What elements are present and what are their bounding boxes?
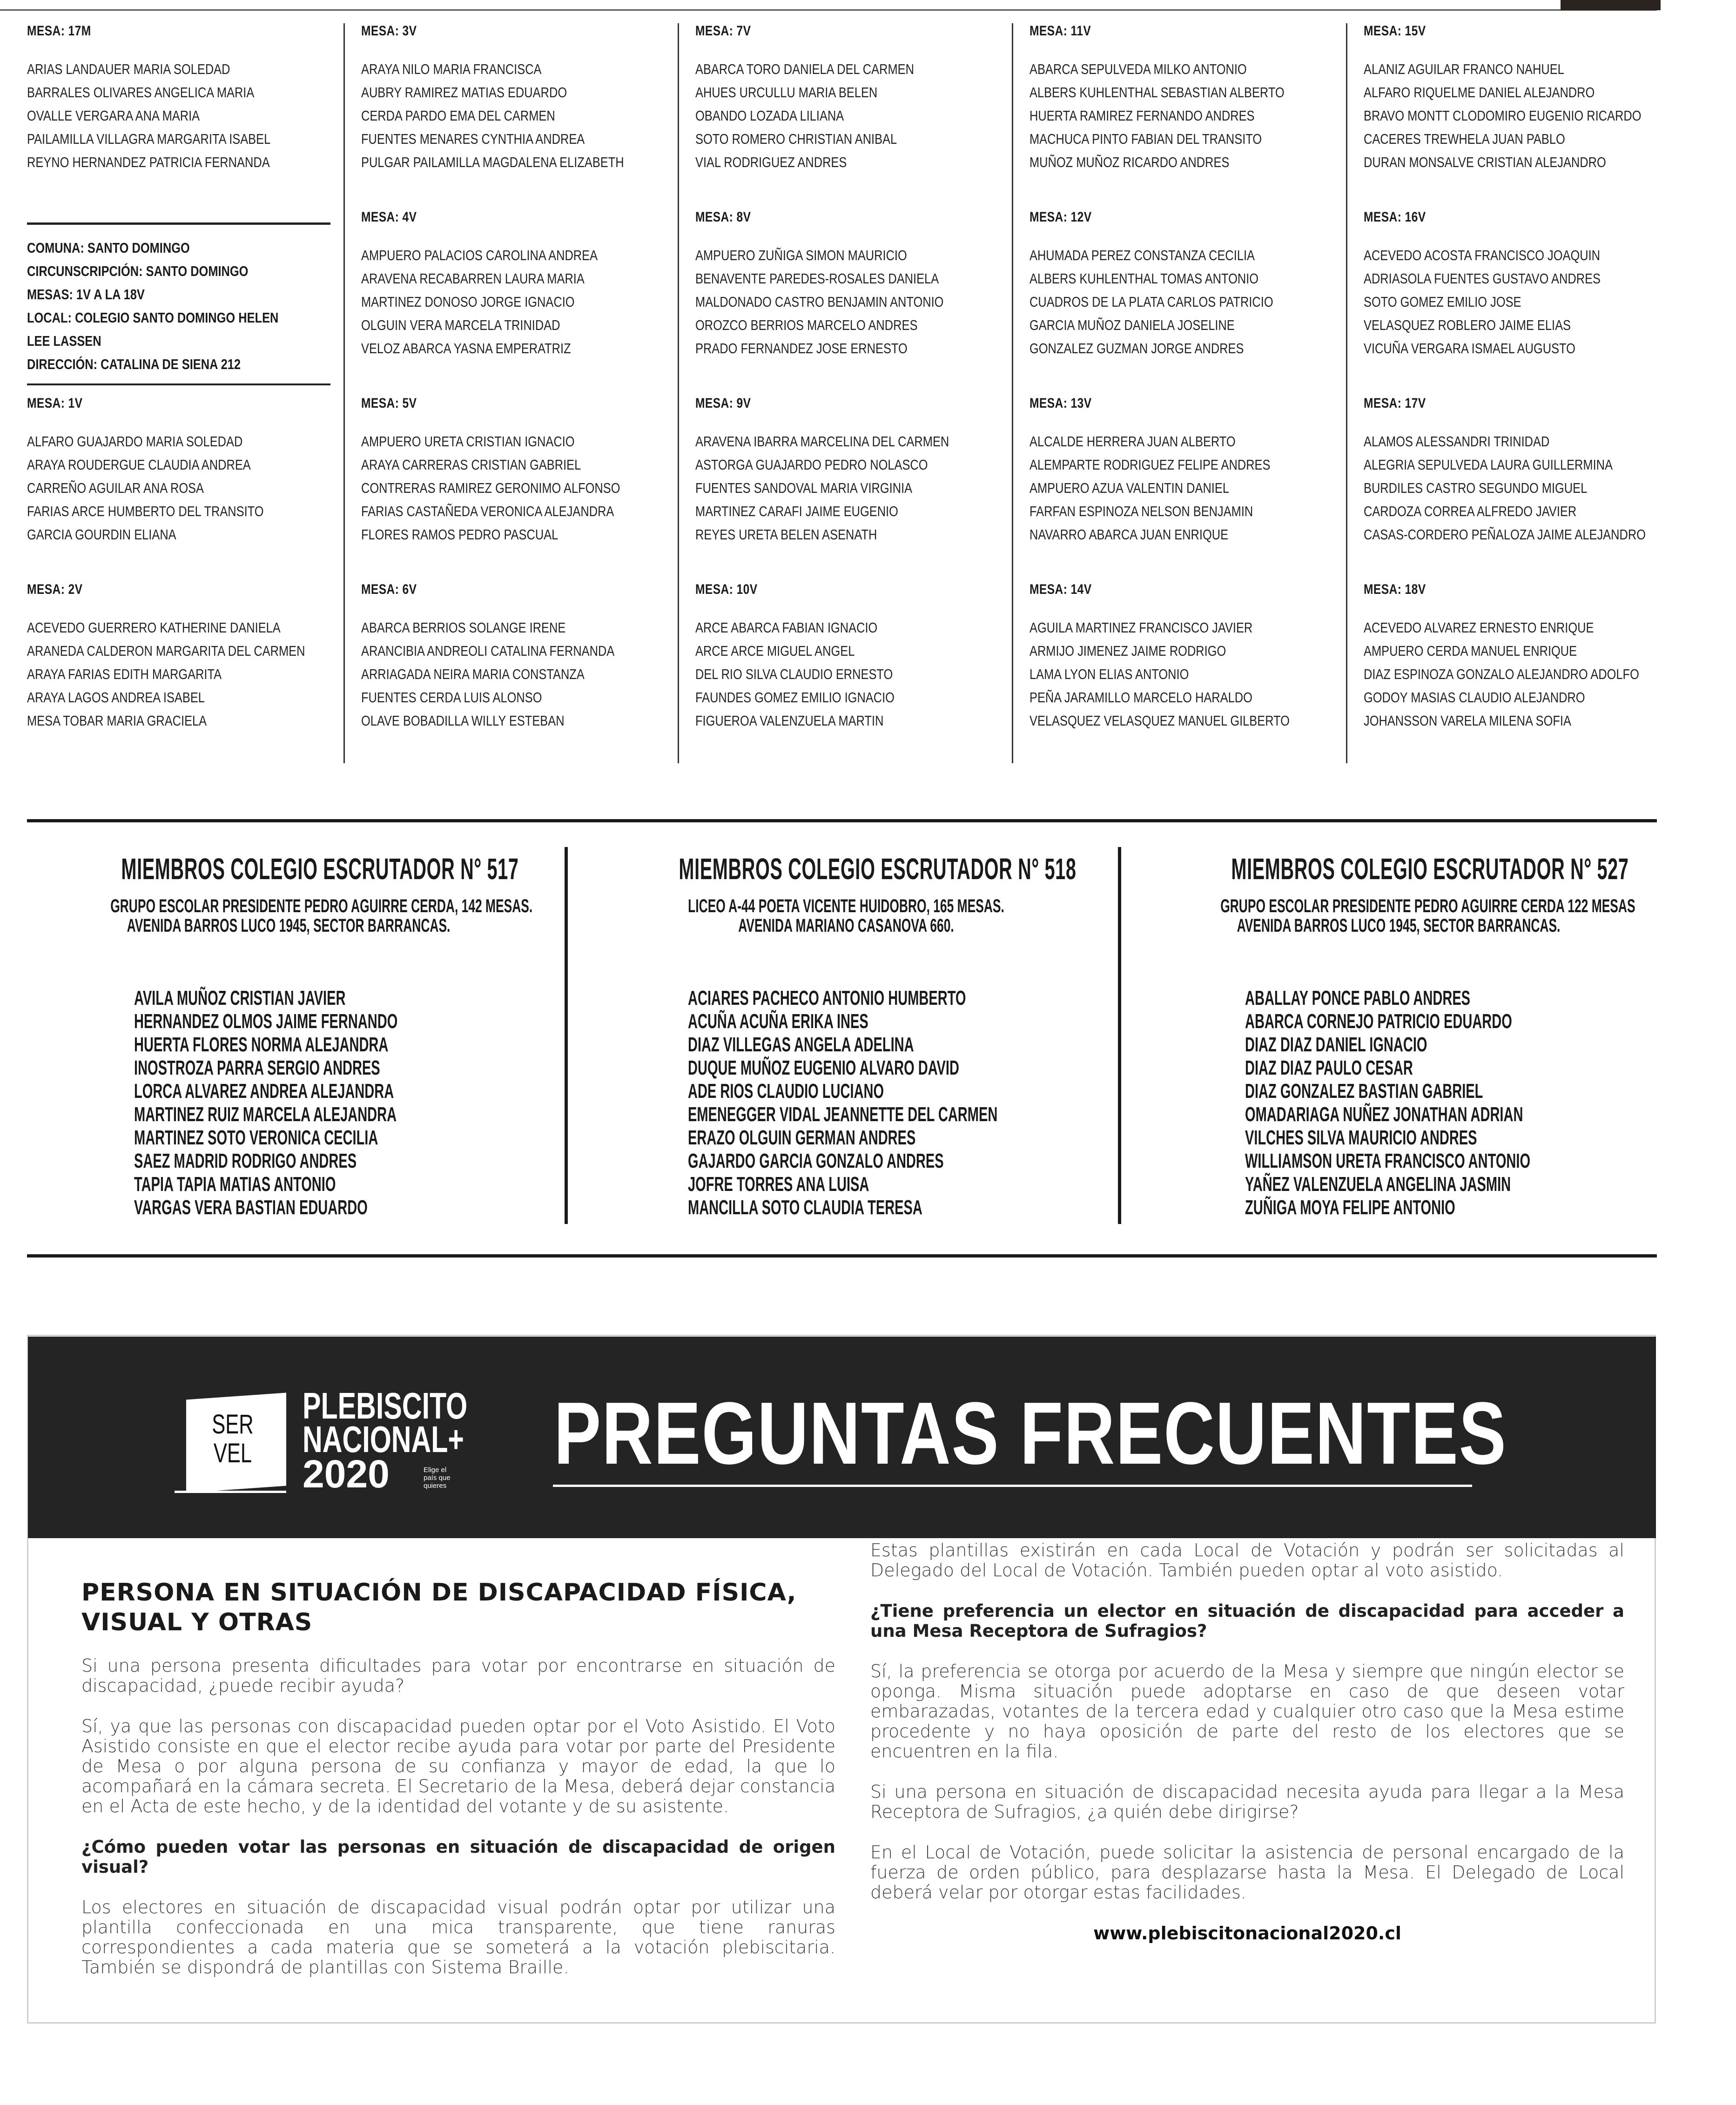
member-name: VILCHES SILVA MAURICIO ANDRES bbox=[1245, 1126, 1477, 1149]
vocal-name: VELOZ ABARCA YASNA EMPERATRIZ bbox=[361, 340, 571, 356]
mesa-names bbox=[27, 616, 343, 733]
colegio-location bbox=[110, 896, 533, 936]
member-name: SAEZ MADRID RODRIGO ANDRES bbox=[134, 1150, 357, 1172]
mesa-title: MESA: 3V bbox=[361, 23, 417, 39]
vocal-name: FAUNDES GOMEZ EMILIO IGNACIO bbox=[695, 689, 895, 706]
vocal-name: DIAZ ESPINOZA GONZALO ALEJANDRO ADOLFO bbox=[1364, 666, 1639, 682]
mesa-block bbox=[1029, 396, 1346, 546]
member-name: ZUÑIGA MOYA FELIPE ANTONIO bbox=[1245, 1196, 1455, 1219]
mesa-block bbox=[695, 396, 1012, 546]
vocal-name: AMPUERO CERDA MANUEL ENRIQUE bbox=[1364, 643, 1577, 659]
mesa-block bbox=[361, 23, 678, 174]
mesa-names bbox=[1029, 58, 1346, 174]
mesa-block bbox=[361, 582, 678, 733]
vocal-name: FARIAS ARCE HUMBERTO DEL TRANSITO bbox=[27, 503, 264, 519]
vocal-name: ALEMPARTE RODRIGUEZ FELIPE ANDRES bbox=[1029, 457, 1271, 473]
column-divider bbox=[343, 23, 345, 763]
mesa-column-2 bbox=[361, 23, 673, 763]
mesa-block bbox=[27, 396, 343, 546]
mesa-names bbox=[695, 244, 1012, 360]
vocal-name: ALBERS KUHLENTHAL SEBASTIAN ALBERTO bbox=[1029, 84, 1285, 101]
vocal-name: CARREÑO AGUILAR ANA ROSA bbox=[27, 480, 204, 496]
colegio-title: MIEMBROS COLEGIO ESCRUTADOR N° 517 bbox=[121, 852, 519, 886]
mesa-title: MESA: 2V bbox=[27, 582, 83, 597]
faq-left-column bbox=[81, 1578, 835, 1998]
member-name: MANCILLA SOTO CLAUDIA TERESA bbox=[688, 1196, 922, 1219]
member-name: ABALLAY PONCE PABLO ANDRES bbox=[1245, 987, 1471, 1009]
mesa-title: MESA: 13V bbox=[1029, 396, 1092, 411]
mesa-names bbox=[1029, 244, 1346, 360]
member-name: EMENEGGER VIDAL JEANNETTE DEL CARMEN bbox=[688, 1103, 998, 1126]
colegio-members bbox=[688, 987, 1157, 1219]
logo-tagline: Elige el país que quieres bbox=[424, 1466, 451, 1490]
mesa-names bbox=[27, 58, 343, 174]
vocal-name: AUBRY RAMIREZ MATIAS EDUARDO bbox=[361, 84, 567, 101]
member-name: INOSTROZA PARRA SERGIO ANDRES bbox=[134, 1056, 380, 1079]
mesa-block bbox=[27, 582, 343, 733]
mesa-block bbox=[1364, 23, 1680, 174]
vocal-name: GONZALEZ GUZMAN JORGE ANDRES bbox=[1029, 340, 1244, 356]
vocal-name: FIGUEROA VALENZUELA MARTIN bbox=[695, 713, 884, 729]
mesa-title: MESA: 6V bbox=[361, 582, 417, 597]
member-name: ERAZO OLGUIN GERMAN ANDRES bbox=[688, 1126, 916, 1149]
faq-question-text: Si una persona en situación de discapacidad necesita ayuda para llegar a la Mesa Receptora de Sufragios, ¿a quién debe dirigirse? bbox=[870, 1782, 1624, 1822]
member-name: DIAZ VILLEGAS ANGELA ADELINA bbox=[688, 1033, 914, 1056]
mesa-names bbox=[1029, 430, 1346, 546]
vocal-name: ARAYA NILO MARIA FRANCISCA bbox=[361, 61, 542, 77]
vocal-name: BRAVO MONTT CLODOMIRO EUGENIO RICARDO bbox=[1364, 108, 1642, 124]
logo-underline bbox=[175, 1491, 286, 1493]
member-name: OMADARIAGA NUÑEZ JONATHAN ADRIAN bbox=[1245, 1103, 1523, 1126]
vocal-name: ARAYA LAGOS ANDREA ISABEL bbox=[27, 689, 205, 706]
faq-answer-text: Estas plantillas existirán en cada Local de Votación y podrán ser solicitadas al Delegado del Local de Votación. También pueden optar al voto asistido. bbox=[870, 1540, 1624, 1580]
mesa-names bbox=[695, 430, 1012, 546]
mesa-names bbox=[695, 616, 1012, 733]
vocal-name: DEL RIO SILVA CLAUDIO ERNESTO bbox=[695, 666, 893, 682]
colegio-location-line: GRUPO ESCOLAR PRESIDENTE PEDRO AGUIRRE CERDA, 142 MESAS. bbox=[110, 896, 533, 916]
heading-underline bbox=[553, 1485, 1472, 1487]
vocal-name: ARCE ARCE MIGUEL ANGEL bbox=[695, 643, 855, 659]
colegio-location-line: GRUPO ESCOLAR PRESIDENTE PEDRO AGUIRRE CERDA 122 MESAS bbox=[1220, 896, 1635, 916]
vocal-name: AMPUERO ZUÑIGA SIMON MAURICIO bbox=[695, 247, 907, 263]
vocal-name: PULGAR PAILAMILLA MAGDALENA ELIZABETH bbox=[361, 154, 624, 170]
mesa-block bbox=[1029, 23, 1346, 174]
colegio-escrutador-527 bbox=[1129, 852, 1669, 1219]
vocal-name: MALDONADO CASTRO BENJAMIN ANTONIO bbox=[695, 294, 944, 310]
vocal-name: SOTO ROMERO CHRISTIAN ANIBAL bbox=[695, 131, 897, 147]
mesa-block bbox=[695, 209, 1012, 360]
servel-logo-top: SER bbox=[212, 1409, 254, 1439]
member-name: HUERTA FLORES NORMA ALEJANDRA bbox=[134, 1033, 389, 1056]
servel-logo-bottom: VEL bbox=[213, 1438, 252, 1468]
member-name: ACUÑA ACUÑA ERIKA INES bbox=[688, 1010, 868, 1033]
vocal-name: ALBERS KUHLENTHAL TOMAS ANTONIO bbox=[1029, 270, 1259, 287]
faq-right-column bbox=[870, 1540, 1624, 1944]
comuna-line: DIRECCIÓN: CATALINA DE SIENA 212 bbox=[27, 356, 241, 372]
mesa-block bbox=[1364, 209, 1680, 360]
mesa-block bbox=[1029, 209, 1346, 360]
vocal-name: ARANCIBIA ANDREOLI CATALINA FERNANDA bbox=[361, 643, 615, 659]
vocal-name: AMPUERO AZUA VALENTIN DANIEL bbox=[1029, 480, 1229, 496]
mesa-block bbox=[1364, 396, 1680, 546]
vocal-name: ARAYA CARRERAS CRISTIAN GABRIEL bbox=[361, 457, 581, 473]
vocal-name: ABARCA BERRIOS SOLANGE IRENE bbox=[361, 619, 566, 636]
member-name: WILLIAMSON URETA FRANCISCO ANTONIO bbox=[1245, 1150, 1531, 1172]
vocal-name: CERDA PARDO EMA DEL CARMEN bbox=[361, 108, 555, 124]
column-divider bbox=[678, 23, 679, 763]
vocal-name: ADRIASOLA FUENTES GUSTAVO ANDRES bbox=[1364, 270, 1601, 287]
logo-year: 2020 bbox=[303, 1452, 390, 1496]
member-name: YAÑEZ VALENZUELA ANGELINA JASMIN bbox=[1245, 1173, 1511, 1196]
vocal-name: OLAVE BOBADILLA WILLY ESTEBAN bbox=[361, 713, 565, 729]
mesa-names bbox=[1364, 616, 1680, 733]
vocal-name: BENAVENTE PAREDES-ROSALES DANIELA bbox=[695, 270, 939, 287]
member-name: HERNANDEZ OLMOS JAIME FERNANDO bbox=[134, 1010, 398, 1033]
vocal-name: ABARCA TORO DANIELA DEL CARMEN bbox=[695, 61, 914, 77]
mesa-title: MESA: 12V bbox=[1029, 209, 1092, 225]
vocal-name: PEÑA JARAMILLO MARCELO HARALDO bbox=[1029, 689, 1252, 706]
vocal-name: GARCIA GOURDIN ELIANA bbox=[27, 526, 176, 543]
vocal-name: PAILAMILLA VILLAGRA MARGARITA ISABEL bbox=[27, 131, 271, 147]
member-name: VARGAS VERA BASTIAN EDUARDO bbox=[134, 1196, 368, 1219]
servel-logo-text bbox=[209, 1410, 257, 1468]
vocal-name: FUENTES CERDA LUIS ALONSO bbox=[361, 689, 542, 706]
colegio-title: MIEMBROS COLEGIO ESCRUTADOR N° 527 bbox=[1231, 852, 1629, 886]
vocal-name: ARCE ABARCA FABIAN IGNACIO bbox=[695, 619, 878, 636]
mesa-names bbox=[1364, 58, 1680, 174]
mesa-column-1 bbox=[27, 23, 339, 763]
mesa-names bbox=[361, 58, 678, 174]
mesa-title: MESA: 16V bbox=[1364, 209, 1426, 225]
vocal-name: CARDOZA CORREA ALFREDO JAVIER bbox=[1364, 503, 1577, 519]
vocal-name: DURAN MONSALVE CRISTIAN ALEJANDRO bbox=[1364, 154, 1606, 170]
vocal-name: FLORES RAMOS PEDRO PASCUAL bbox=[361, 526, 558, 543]
column-divider bbox=[565, 847, 568, 1224]
mesa-title: MESA: 5V bbox=[361, 396, 417, 411]
vocal-name: AMPUERO PALACIOS CAROLINA ANDREA bbox=[361, 247, 598, 263]
mesa-title: MESA: 1V bbox=[27, 396, 83, 411]
vocal-name: ACEVEDO ALVAREZ ERNESTO ENRIQUE bbox=[1364, 619, 1594, 636]
mesa-title: MESA: 11V bbox=[1029, 23, 1091, 39]
comuna-line: COMUNA: SANTO DOMINGO bbox=[27, 240, 190, 256]
mesa-title: MESA: 14V bbox=[1029, 582, 1092, 597]
vocal-name: ARANEDA CALDERON MARGARITA DEL CARMEN bbox=[27, 643, 305, 659]
mesa-names bbox=[361, 430, 678, 546]
vocal-name: OVALLE VERGARA ANA MARIA bbox=[27, 108, 200, 124]
column-divider bbox=[1012, 23, 1013, 763]
mesa-title: MESA: 10V bbox=[695, 582, 758, 597]
member-name: AVILA MUÑOZ CRISTIAN JAVIER bbox=[134, 987, 346, 1009]
vocal-name: ALAMOS ALESSANDRI TRINIDAD bbox=[1364, 433, 1550, 450]
member-name: GAJARDO GARCIA GONZALO ANDRES bbox=[688, 1150, 944, 1172]
mesa-block bbox=[695, 23, 1012, 174]
vocal-name: BARRALES OLIVARES ANGELICA MARIA bbox=[27, 84, 255, 101]
section-divider bbox=[27, 819, 1657, 822]
mesa-names bbox=[361, 244, 678, 360]
mesa-block bbox=[27, 23, 343, 174]
vocal-name: ACEVEDO GUERRERO KATHERINE DANIELA bbox=[27, 619, 281, 636]
mesa-title: MESA: 4V bbox=[361, 209, 417, 225]
mesa-names bbox=[1364, 244, 1680, 360]
colegio-location-line: AVENIDA BARROS LUCO 1945, SECTOR BARRANCAS. bbox=[127, 915, 451, 936]
divider bbox=[27, 222, 330, 225]
corner-tab bbox=[1561, 0, 1661, 10]
colegio-title: MIEMBROS COLEGIO ESCRUTADOR N° 518 bbox=[679, 852, 1077, 886]
vocal-name: SOTO GOMEZ EMILIO JOSE bbox=[1364, 294, 1521, 310]
mesa-names bbox=[1029, 616, 1346, 733]
mesa-column-5 bbox=[1364, 23, 1675, 763]
faq-heading: PREGUNTAS FRECUENTES bbox=[554, 1384, 1507, 1483]
comuna-info-box bbox=[27, 222, 330, 390]
vocal-name: FUENTES MENARES CYNTHIA ANDREA bbox=[361, 131, 585, 147]
member-name: MARTINEZ SOTO VERONICA CECILIA bbox=[134, 1126, 378, 1149]
member-name: DUQUE MUÑOZ EUGENIO ALVARO DAVID bbox=[688, 1056, 959, 1079]
vocal-name: GARCIA MUÑOZ DANIELA JOSELINE bbox=[1029, 317, 1235, 333]
vocal-name: ARAVENA RECABARREN LAURA MARIA bbox=[361, 270, 585, 287]
vocal-name: MUÑOZ MUÑOZ RICARDO ANDRES bbox=[1029, 154, 1230, 170]
column-divider bbox=[1346, 23, 1347, 763]
colegio-escrutador-517 bbox=[19, 852, 558, 1219]
comuna-line: LOCAL: COLEGIO SANTO DOMINGO HELEN bbox=[27, 309, 279, 326]
vocal-name: GODOY MASIAS CLAUDIO ALEJANDRO bbox=[1364, 689, 1585, 706]
member-name: TAPIA TAPIA MATIAS ANTONIO bbox=[134, 1173, 336, 1196]
vocal-name: BURDILES CASTRO SEGUNDO MIGUEL bbox=[1364, 480, 1588, 496]
vocal-name: ARMIJO JIMENEZ JAIME RODRIGO bbox=[1029, 643, 1226, 659]
faq-question: ¿Cómo pueden votar las personas en situación de discapacidad de origen visual? bbox=[81, 1837, 835, 1877]
member-name: DIAZ DIAZ DANIEL IGNACIO bbox=[1245, 1033, 1427, 1056]
vocal-name: FARIAS CASTAÑEDA VERONICA ALEJANDRA bbox=[361, 503, 614, 519]
comuna-line: MESAS: 1V A LA 18V bbox=[27, 286, 145, 303]
vocal-name: MACHUCA PINTO FABIAN DEL TRANSITO bbox=[1029, 131, 1262, 147]
mesa-block bbox=[695, 582, 1012, 733]
comuna-line: CIRCUNSCRIPCIÓN: SANTO DOMINGO bbox=[27, 263, 249, 279]
vocal-name: JOHANSSON VARELA MILENA SOFIA bbox=[1364, 713, 1571, 729]
colegio-location-line: AVENIDA BARROS LUCO 1945, SECTOR BARRANCAS. bbox=[1237, 915, 1561, 936]
faq-question: ¿Tiene preferencia un elector en situación de discapacidad para acceder a una Mesa Receptora de Sufragios? bbox=[870, 1601, 1624, 1641]
section-divider bbox=[27, 1254, 1657, 1258]
vocal-name: ARIAS LANDAUER MARIA SOLEDAD bbox=[27, 61, 230, 77]
vocal-name: LAMA LYON ELIAS ANTONIO bbox=[1029, 666, 1189, 682]
vocal-name: FUENTES SANDOVAL MARIA VIRGINIA bbox=[695, 480, 913, 496]
plebiscito-word: PLEBISCITO bbox=[303, 1385, 468, 1426]
vocal-name: ALCALDE HERRERA JUAN ALBERTO bbox=[1029, 433, 1236, 450]
mesa-names bbox=[361, 616, 678, 733]
colegio-escrutador-518 bbox=[576, 852, 1116, 1219]
vocal-name: ACEVEDO ACOSTA FRANCISCO JOAQUIN bbox=[1364, 247, 1601, 263]
colegio-location-line: LICEO A-44 POETA VICENTE HUIDOBRO, 165 MESAS. bbox=[688, 896, 1004, 916]
vocal-name: CUADROS DE LA PLATA CARLOS PATRICIO bbox=[1029, 294, 1273, 310]
mesa-block bbox=[1364, 582, 1680, 733]
comuna-lines bbox=[27, 236, 334, 376]
vocal-name: MARTINEZ DONOSO JORGE IGNACIO bbox=[361, 294, 575, 310]
vocal-name: VELASQUEZ VELASQUEZ MANUEL GILBERTO bbox=[1029, 713, 1290, 729]
mesa-grid bbox=[27, 23, 1656, 763]
vocal-name: NAVARRO ABARCA JUAN ENRIQUE bbox=[1029, 526, 1229, 543]
member-name: ABARCA CORNEJO PATRICIO EDUARDO bbox=[1245, 1010, 1512, 1033]
vocal-name: ALANIZ AGUILAR FRANCO NAHUEL bbox=[1364, 61, 1564, 77]
mesa-title: MESA: 15V bbox=[1364, 23, 1426, 39]
vocal-name: AHUMADA PEREZ CONSTANZA CECILIA bbox=[1029, 247, 1255, 263]
member-name: JOFRE TORRES ANA LUISA bbox=[688, 1173, 869, 1196]
vocal-name: ALEGRIA SEPULVEDA LAURA GUILLERMINA bbox=[1364, 457, 1613, 473]
faq-answer-text: Los electores en situación de discapacidad visual podrán optar por utilizar una plantilla confeccionada en una mica transparente, que tiene ranuras correspondientes a cada materia que se someterá a la votación plebiscitaria. También se dispondrá de plantillas con Sistema Braille. bbox=[81, 1897, 835, 1977]
colegio-location bbox=[668, 896, 1024, 935]
website-link[interactable]: www.plebiscitonacional2020.cl bbox=[1093, 1923, 1401, 1944]
vocal-name: FARFAN ESPINOZA NELSON BENJAMIN bbox=[1029, 503, 1253, 519]
mesa-block bbox=[361, 209, 678, 360]
comuna-line: LEE LASSEN bbox=[27, 333, 101, 349]
plebiscito-logo-text bbox=[303, 1385, 468, 1460]
member-name: DIAZ DIAZ PAULO CESAR bbox=[1245, 1056, 1413, 1079]
colegio-members bbox=[1245, 987, 1677, 1219]
mesa-title: MESA: 7V bbox=[695, 23, 751, 39]
faq-answer-text: En el Local de Votación, puede solicitar la asistencia de personal encargado de la fuerza de orden público, para desplazarse hasta la Mesa. El Delegado de Local deberá velar por otorgar estas facilidades. bbox=[870, 1842, 1624, 1903]
vocal-name: CONTRERAS RAMIREZ GERONIMO ALFONSO bbox=[361, 480, 620, 496]
mesa-block bbox=[1029, 582, 1346, 733]
vocal-name: CACERES TREWHELA JUAN PABLO bbox=[1364, 131, 1565, 147]
member-name: ACIARES PACHECO ANTONIO HUMBERTO bbox=[688, 987, 966, 1009]
mesa-title: MESA: 17V bbox=[1364, 396, 1426, 411]
vocal-name: ALFARO RIQUELME DANIEL ALEJANDRO bbox=[1364, 84, 1595, 101]
vocal-name: ARRIAGADA NEIRA MARIA CONSTANZA bbox=[361, 666, 585, 682]
top-rule bbox=[0, 9, 1657, 11]
member-name: DIAZ GONZALEZ BASTIAN GABRIEL bbox=[1245, 1080, 1483, 1103]
vocal-name: CASAS-CORDERO PEÑALOZA JAIME ALEJANDRO bbox=[1364, 526, 1646, 543]
mesa-names bbox=[27, 430, 343, 546]
vocal-name: AGUILA MARTINEZ FRANCISCO JAVIER bbox=[1029, 619, 1253, 636]
faq-answer-text: Sí, la preferencia se otorga por acuerdo de la Mesa y siempre que ningún elector se oponga. Misma situación puede adoptarse en caso de que deseen votar embarazadas, votantes de la tercera edad y cualquier otro caso que la Mesa estime procedente y no haya oposición de parte del resto de los electores que se encuentren en la fila. bbox=[870, 1661, 1624, 1762]
colegio-location-line: AVENIDA MARIANO CASANOVA 660. bbox=[738, 915, 954, 936]
vocal-name: VIAL RODRIGUEZ ANDRES bbox=[695, 154, 847, 170]
vocal-name: ABARCA SEPULVEDA MILKO ANTONIO bbox=[1029, 61, 1247, 77]
mesa-column-3 bbox=[695, 23, 1007, 763]
mesa-title: MESA: 9V bbox=[695, 396, 751, 411]
faq-section-title: PERSONA EN SITUACIÓN DE DISCAPACIDAD FÍSICA, VISUAL Y OTRAS bbox=[81, 1579, 797, 1636]
mesa-column-4 bbox=[1029, 23, 1341, 763]
vocal-name: REYES URETA BELEN ASENATH bbox=[695, 526, 877, 543]
vocal-name: VICUÑA VERGARA ISMAEL AUGUSTO bbox=[1364, 340, 1575, 356]
vocal-name: OROZCO BERRIOS MARCELO ANDRES bbox=[695, 317, 918, 333]
colegio-members bbox=[134, 987, 533, 1219]
vocal-name: ARAVENA IBARRA MARCELINA DEL CARMEN bbox=[695, 433, 949, 450]
mesa-block bbox=[361, 396, 678, 546]
vocal-name: OLGUIN VERA MARCELA TRINIDAD bbox=[361, 317, 560, 333]
member-name: ADE RIOS CLAUDIO LUCIANO bbox=[688, 1080, 884, 1103]
member-name: MARTINEZ RUIZ MARCELA ALEJANDRA bbox=[134, 1103, 397, 1126]
vocal-name: ARAYA ROUDERGUE CLAUDIA ANDREA bbox=[27, 457, 251, 473]
vocal-name: REYNO HERNANDEZ PATRICIA FERNANDA bbox=[27, 154, 270, 170]
divider bbox=[27, 383, 330, 385]
mesa-names bbox=[1364, 430, 1680, 546]
vocal-name: PRADO FERNANDEZ JOSE ERNESTO bbox=[695, 340, 908, 356]
nacional-word: NACIONAL+ bbox=[303, 1419, 464, 1460]
mesa-title: MESA: 8V bbox=[695, 209, 751, 225]
member-name: LORCA ALVAREZ ANDREA ALEJANDRA bbox=[134, 1080, 394, 1103]
vocal-name: AHUES URCULLU MARIA BELEN bbox=[695, 84, 878, 101]
mesa-title: MESA: 18V bbox=[1364, 582, 1426, 597]
vocal-name: MESA TOBAR MARIA GRACIELA bbox=[27, 713, 207, 729]
vocal-name: AMPUERO URETA CRISTIAN IGNACIO bbox=[361, 433, 575, 450]
faq-answer-text: Sí, ya que las personas con discapacidad pueden optar por el Voto Asistido. El Voto Asistido consiste en que el elector recibe ayuda para votar por parte del Presidente de Mesa o por alguna persona de su confianza y mayor de edad, la que lo acompañará en la cámara secreta. El Secretario de la Mesa, deberá dejar constancia en el Acta de este hecho, y de la identidad del votante y de su asistente. bbox=[81, 1716, 835, 1816]
vocal-name: ARAYA FARIAS EDITH MARGARITA bbox=[27, 666, 222, 682]
vocal-name: ASTORGA GUAJARDO PEDRO NOLASCO bbox=[695, 457, 928, 473]
vocal-name: VELASQUEZ ROBLERO JAIME ELIAS bbox=[1364, 317, 1571, 333]
mesa-names bbox=[695, 58, 1012, 174]
faq-question-text: Si una persona presenta dificultades para votar por encontrarse en situación de discapacidad, ¿puede recibir ayuda? bbox=[81, 1655, 835, 1696]
vocal-name: OBANDO LOZADA LILIANA bbox=[695, 108, 844, 124]
mesa-title: MESA: 17M bbox=[27, 23, 91, 39]
vocal-name: HUERTA RAMIREZ FERNANDO ANDRES bbox=[1029, 108, 1255, 124]
vocal-name: ALFARO GUAJARDO MARIA SOLEDAD bbox=[27, 433, 243, 450]
colegio-location bbox=[1220, 896, 1635, 936]
vocal-name: MARTINEZ CARAFI JAIME EUGENIO bbox=[695, 503, 898, 519]
